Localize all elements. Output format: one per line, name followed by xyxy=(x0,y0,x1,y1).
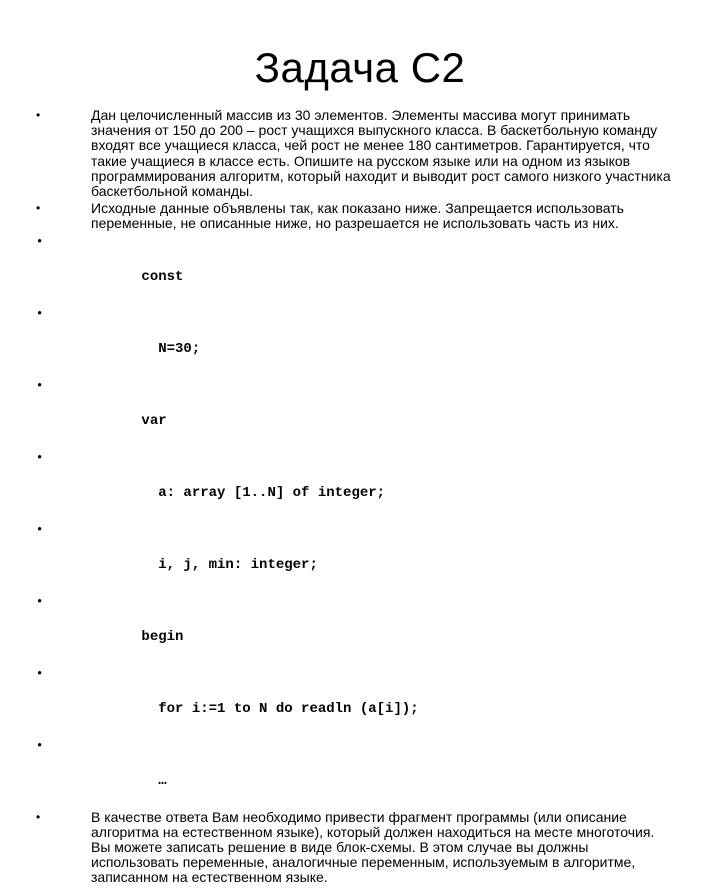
bullet-icon: • xyxy=(36,594,44,609)
code-text: … xyxy=(141,772,167,789)
bullet-icon: • xyxy=(36,378,44,393)
code-text: i, j, min: integer; xyxy=(141,556,318,573)
bullet-icon: • xyxy=(36,809,41,824)
bullet-icon: • xyxy=(36,234,44,249)
code-text: a: array [1..N] of integer; xyxy=(141,484,386,501)
bullet-list xyxy=(36,108,676,888)
bullet-icon: • xyxy=(36,738,44,753)
code-line-n xyxy=(36,306,676,376)
bullet-icon: • xyxy=(36,450,44,465)
code-line-array xyxy=(36,450,676,520)
code-text: var xyxy=(141,412,167,429)
code-text: N=30; xyxy=(141,340,201,357)
code-text: begin xyxy=(141,628,184,645)
list-item-input-note xyxy=(36,201,676,231)
list-item-answer-instructions xyxy=(36,810,676,886)
bullet-icon: • xyxy=(36,108,41,122)
list-item-task-description xyxy=(36,108,676,199)
item-text: Исходные данные объявлены так, как показано ниже. Запрещается использовать переменные, не описанные ниже, но разрешается не использовать часть из них. xyxy=(91,200,624,232)
bullet-icon: • xyxy=(36,201,41,216)
code-line-begin xyxy=(36,594,676,664)
code-line-const xyxy=(36,234,676,304)
bullet-icon: • xyxy=(36,522,44,537)
bullet-icon: • xyxy=(36,666,44,681)
item-text: В качестве ответа Вам необходимо привести фрагмент программы (или описание алгоритма на естественном языке), который должен находиться на месте многоточия. Вы можете записать решение в виде блок-схемы. В этом случае вы должны использовать переменные, аналогичные переменным, используемым в алгоритме, записанном на естественном языке. xyxy=(91,808,655,886)
code-text: for i:=1 to N do readln (a[i]); xyxy=(141,700,419,717)
code-line-ellipsis xyxy=(36,738,676,808)
slide-title: Задача С2 xyxy=(254,44,466,91)
code-line-vars xyxy=(36,522,676,592)
code-line-var xyxy=(36,378,676,448)
code-text: const xyxy=(141,268,184,285)
item-text: Дан целочисленный массив из 30 элементов. Элементы массива могут принимать значения от 150 до 200 – рост учащихся выпускного класса. В баскетбольную команду входят все учащиеся класса, чей рост не менее 180 сантиметров. Гарантируется, что такие учащиеся в классе есть. Опишите на русском языке или на одном из языков программирования алгоритм, который находит и выводит рост самого низкого участника баскетбольной команды. xyxy=(91,107,671,200)
code-line-for xyxy=(36,666,676,736)
bullet-icon: • xyxy=(36,306,44,321)
